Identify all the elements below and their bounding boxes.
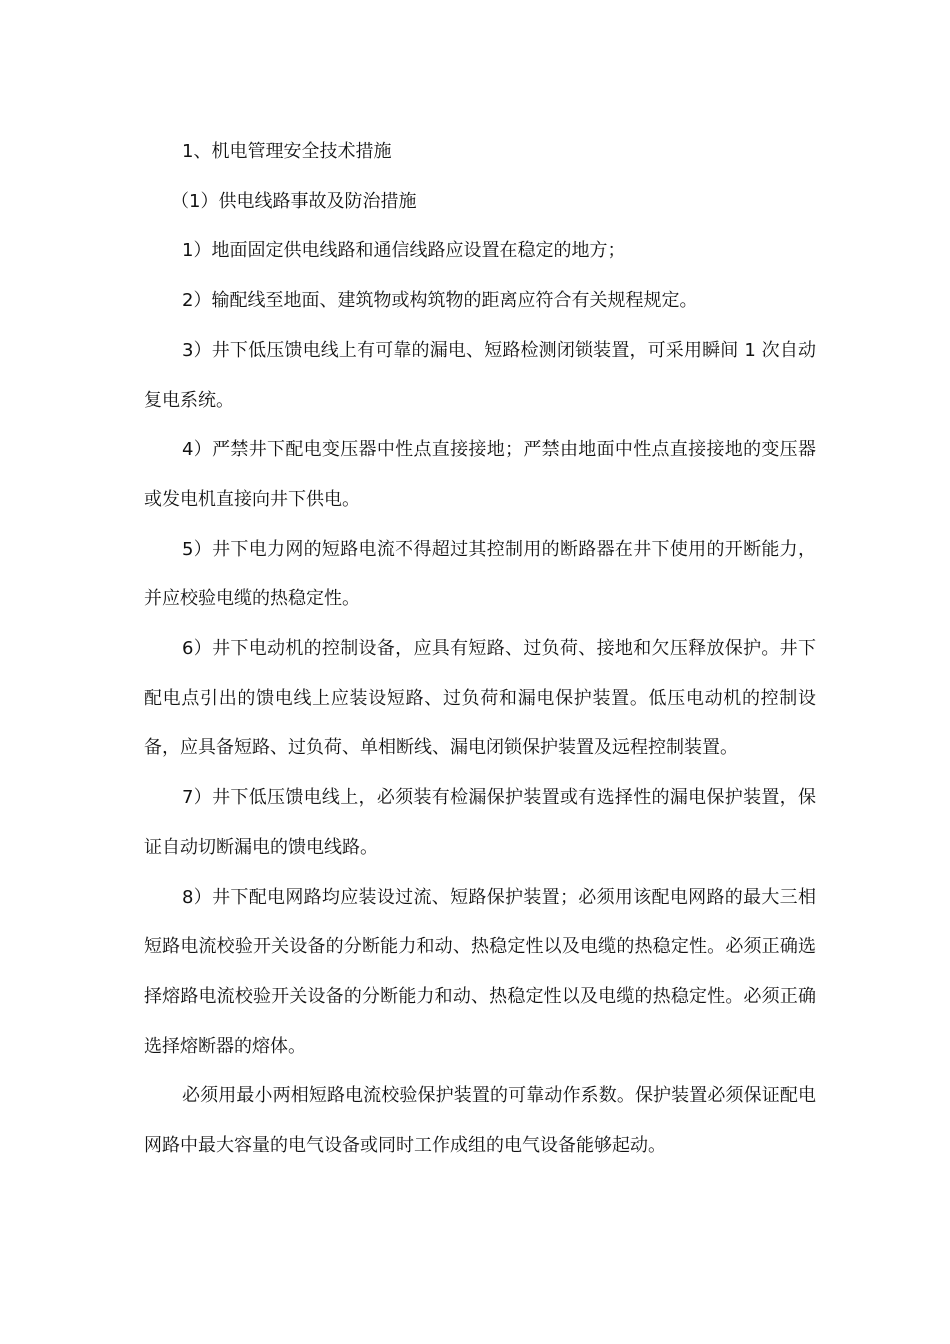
subsection-heading: （1）供电线路事故及防治措施: [171, 190, 417, 212]
paragraph-item-3: 3）井下低压馈电线上有可靠的漏电、短路检测闭锁装置，可采用瞬间 1 次自动复电系统。: [144, 339, 816, 411]
section-heading: 1、机电管理安全技术措施: [182, 141, 392, 162]
paragraph-closing: 必须用最小两相短路电流校验保护装置的可靠动作系数。保护装置必须保证配电网路中最大容量的电气设备或同时工作成组的电气设备能够起动。: [144, 1085, 816, 1157]
paragraph-item-1: 1）地面固定供电线路和通信线路应设置在稳定的地方；: [182, 240, 626, 262]
document-body: [144, 127, 816, 1171]
paragraph-item-2: 2）输配线至地面、建筑物或构筑物的距离应符合有关规程规定。: [182, 290, 698, 312]
paragraph-item-5: 5）井下电力网的短路电流不得超过其控制用的断路器在井下使用的开断能力，并应校验电缆的热稳定性。: [144, 538, 816, 610]
paragraph-item-7: 7）井下低压馈电线上，必须装有检漏保护装置或有选择性的漏电保护装置，保证自动切断漏电的馈电线路。: [144, 787, 816, 858]
paragraph-item-8: 8）井下配电网路均应装设过流、短路保护装置；必须用该配电网路的最大三相短路电流校验开关设备的分断能力和动、热稳定性以及电缆的热稳定性。必须正确选择熔路电流校验开关设备的分断能力和动、热稳定性以及电缆的热稳定性。必须正确选择熔断器的熔体。: [144, 886, 816, 1057]
paragraph-item-4: 4）严禁井下配电变压器中性点直接接地；严禁由地面中性点直接接地的变压器或发电机直接向井下供电。: [144, 439, 816, 510]
paragraph-item-6: 6）井下电动机的控制设备，应具有短路、过负荷、接地和欠压释放保护。井下配电点引出的馈电线上应装设短路、过负荷和漏电保护装置。低压电动机的控制设备，应具备短路、过负荷、单相断线、漏电闭锁保护装置及远程控制装置。: [144, 638, 816, 759]
